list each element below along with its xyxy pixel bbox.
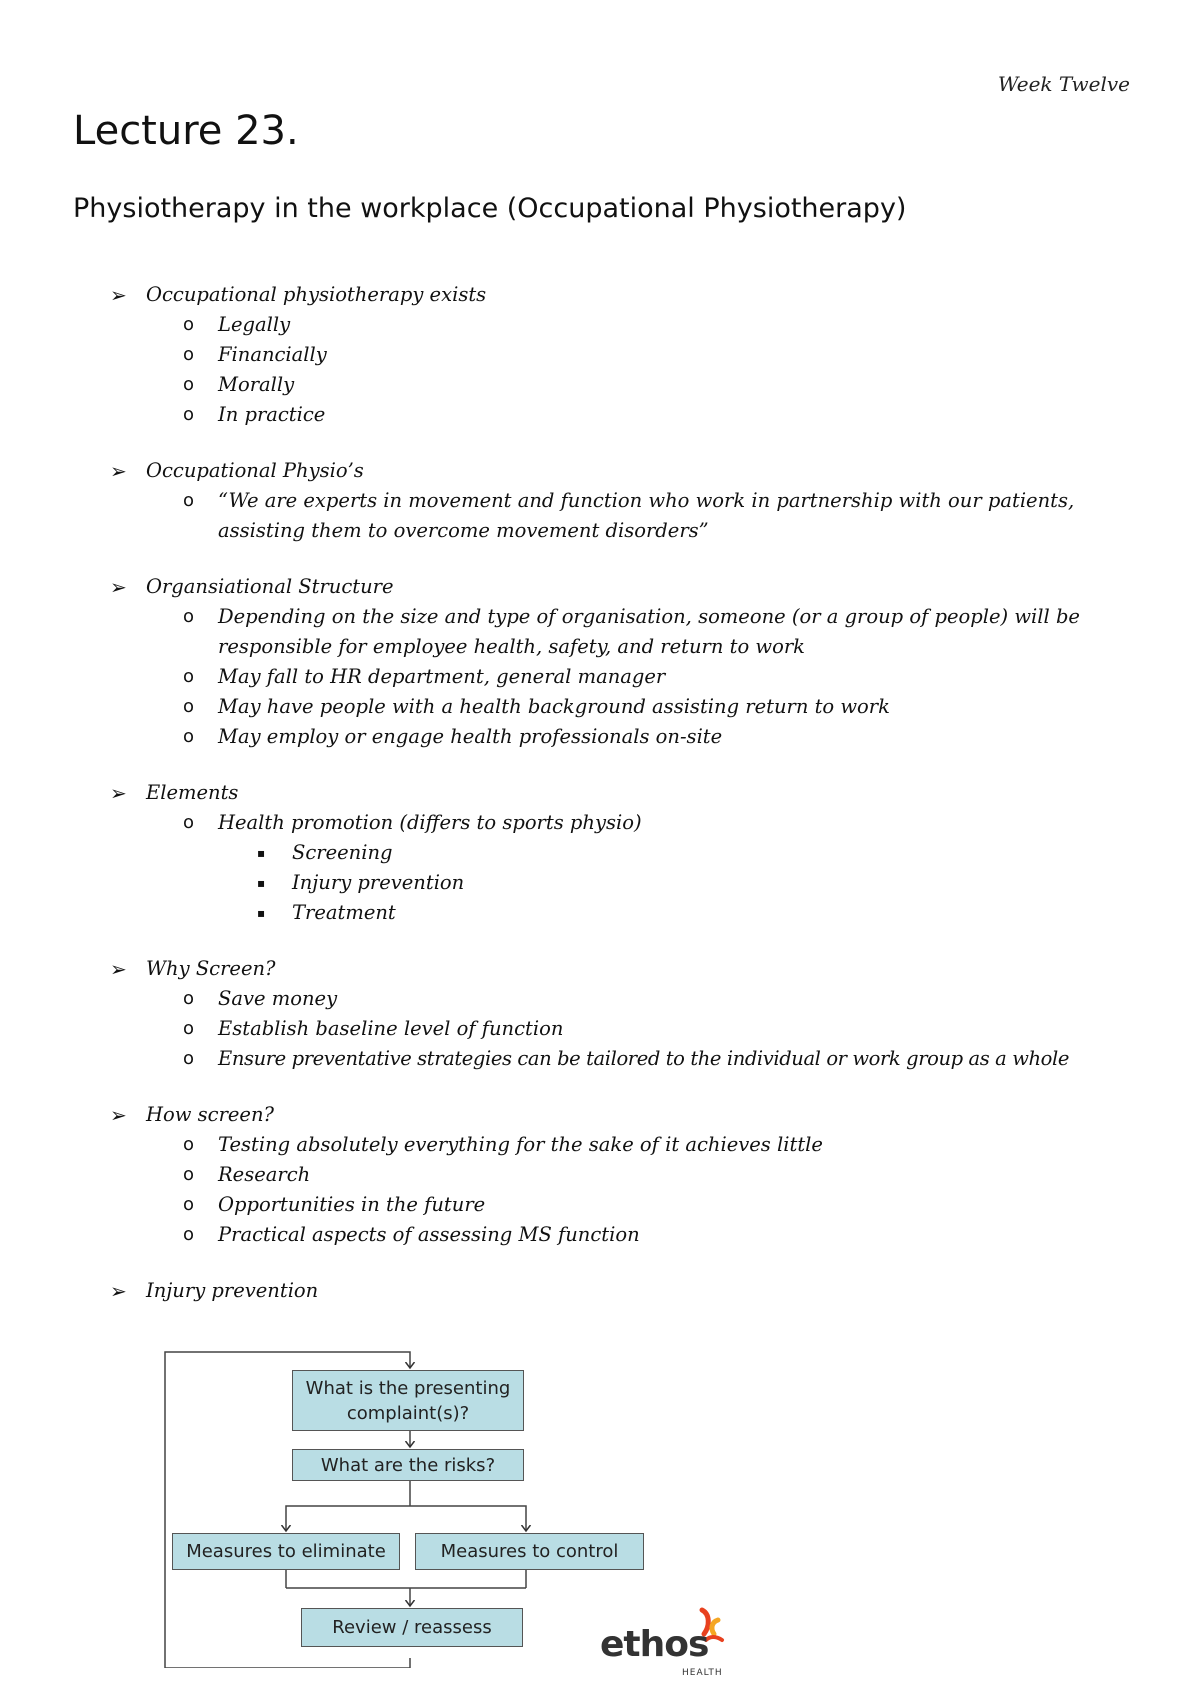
circle-bullet-icon: o — [183, 726, 195, 747]
circle-bullet-icon: o — [183, 374, 195, 395]
section-heading: Why Screen? — [146, 957, 276, 980]
page-title: Lecture 23. — [73, 108, 299, 154]
quote-line: assisting them to overcome movement disorders” — [218, 519, 709, 542]
circle-bullet-icon: o — [183, 1134, 195, 1155]
arrow-bullet-icon: ➢ — [110, 575, 127, 599]
list-item: Morally — [218, 373, 295, 396]
list-item: Financially — [218, 343, 327, 366]
list-item: May have people with a health background assisting return to work — [218, 695, 890, 718]
list-item: May employ or engage health professionals on-site — [218, 725, 723, 748]
section-exists — [110, 280, 1150, 430]
arrow-bullet-icon: ➢ — [110, 957, 127, 981]
list-item: Practical aspects of assessing MS function — [218, 1223, 640, 1246]
page-subtitle: Physiotherapy in the workplace (Occupational Physiotherapy) — [73, 193, 907, 224]
list-item: In practice — [218, 403, 326, 426]
list-item: Ensure preventative strategies can be tailored to the individual or work group as a whole — [218, 1047, 1069, 1070]
circle-bullet-icon: o — [183, 490, 195, 511]
list-item: Opportunities in the future — [218, 1193, 486, 1216]
quote-line: “We are experts in movement and function who work in partnership with our patients, — [218, 489, 1075, 512]
square-bullet-icon: ▪ — [257, 906, 266, 920]
circle-bullet-icon: o — [183, 666, 195, 687]
list-item-continuation: responsible for employee health, safety, and return to work — [218, 635, 805, 658]
square-bullet-icon: ▪ — [257, 876, 266, 890]
circle-bullet-icon: o — [183, 404, 195, 425]
circle-bullet-icon: o — [183, 314, 195, 335]
section-heading: How screen? — [146, 1103, 274, 1126]
square-bullet-icon: ▪ — [257, 846, 266, 860]
review-box: Review / reassess — [301, 1608, 523, 1647]
section-why-screen — [110, 954, 1150, 1074]
section-structure — [110, 572, 1150, 752]
ethos-health-logo — [600, 1616, 730, 1680]
arrow-bullet-icon: ➢ — [110, 1279, 127, 1303]
list-item: Health promotion (differs to sports physio) — [218, 811, 642, 834]
circle-bullet-icon: o — [183, 812, 195, 833]
arrow-bullet-icon: ➢ — [110, 781, 127, 805]
circle-bullet-icon: o — [183, 1018, 195, 1039]
control-measures-box: Measures to control — [415, 1533, 644, 1570]
circle-bullet-icon: o — [183, 1048, 195, 1069]
logo-wordmark: ethos — [600, 1624, 709, 1665]
circle-bullet-icon: o — [183, 1164, 195, 1185]
list-item: Save money — [218, 987, 338, 1010]
list-item: Testing absolutely everything for the sake of it achieves little — [218, 1133, 823, 1156]
sub-list-item: Treatment — [292, 901, 396, 924]
injury-prevention-flowchart — [150, 1338, 650, 1668]
circle-bullet-icon: o — [183, 344, 195, 365]
circle-bullet-icon: o — [183, 1194, 195, 1215]
presenting-complaint-box: What is the presenting complaint(s)? — [292, 1370, 524, 1431]
list-item: Research — [218, 1163, 311, 1186]
section-heading: Organsiational Structure — [146, 575, 394, 598]
section-elements — [110, 778, 1150, 928]
section-heading: Occupational Physio’s — [146, 459, 364, 482]
arrow-bullet-icon: ➢ — [110, 1103, 127, 1127]
list-item: May fall to HR department, general manager — [218, 665, 666, 688]
section-how-screen — [110, 1100, 1150, 1250]
section-heading: Elements — [146, 781, 239, 804]
section-injury-prevention — [110, 1276, 1150, 1306]
circle-bullet-icon: o — [183, 988, 195, 1009]
circle-bullet-icon: o — [183, 696, 195, 717]
section-heading: Injury prevention — [146, 1279, 319, 1302]
logo-subtext: HEALTH — [682, 1668, 723, 1678]
risks-box: What are the risks? — [292, 1449, 524, 1481]
list-item: Depending on the size and type of organisation, someone (or a group of people) will be — [218, 605, 1080, 628]
sub-list-item: Injury prevention — [292, 871, 465, 894]
section-physios — [110, 456, 1150, 546]
list-item: Legally — [218, 313, 291, 336]
week-label: Week Twelve — [997, 72, 1130, 96]
list-item: Establish baseline level of function — [218, 1017, 564, 1040]
eliminate-measures-box: Measures to eliminate — [172, 1533, 400, 1570]
circle-bullet-icon: o — [183, 1224, 195, 1245]
lecture-notes — [110, 280, 1150, 1332]
section-heading: Occupational physiotherapy exists — [146, 283, 487, 306]
arrow-bullet-icon: ➢ — [110, 283, 127, 307]
circle-bullet-icon: o — [183, 606, 195, 627]
sub-list-item: Screening — [292, 841, 393, 864]
arrow-bullet-icon: ➢ — [110, 459, 127, 483]
